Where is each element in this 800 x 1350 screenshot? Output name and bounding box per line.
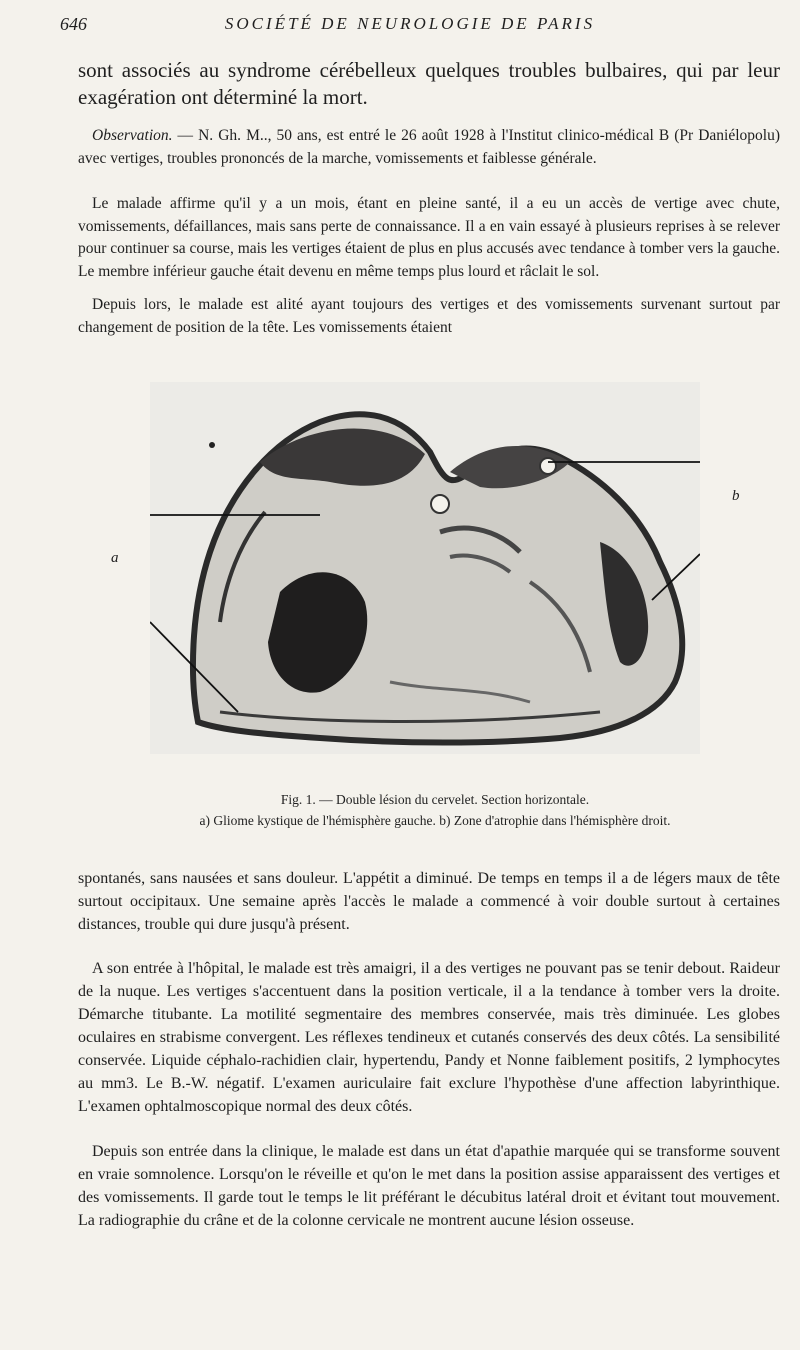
figure-label-a: a [111, 550, 119, 566]
observation-paragraph-1 [78, 125, 780, 170]
lead-paragraph: sont associés au syndrome cérébelleux quelques troubles bulbaires, qui par leur exagération ont déterminé la mort. [78, 58, 780, 109]
cerebellum-section-figure [150, 382, 700, 754]
running-title: SOCIÉTÉ DE NEUROLOGIE DE PARIS [224, 14, 596, 33]
cerebellum-section-image [150, 382, 700, 754]
observation-paragraph-2: Le malade affirme qu'il y a un mois, étant en pleine santé, il a eu un accès de vertige avec chute, vomissements, défaillances, mais sans perte de connaissance. Il a en vain essayé à plusieurs reprises à se relever pour continuer sa course, mais les vertiges étaient de plus en plus accusés avec tendance à tomber vers la gauche. Le membre inférieur gauche était devenu en même temps plus lourd et râclait le sol. [78, 195, 780, 280]
figure-label-b: b [732, 488, 740, 504]
observation-text: — N. Gh. M.., 50 ans, est entré le 26 août 1928 à l'Institut clinico-médical B (Pr Daniélopolu) avec vertiges, troubles prononcés de la marche, vomissements et faiblesse générale. [78, 127, 780, 167]
continuation-paragraph-3: Depuis son entrée dans la clinique, le malade est dans un état d'apathie marquée qui se transforme souvent en vraie somnolence. Lorsqu'on le réveille et qu'on le met dans la position assise apparaissent des vertiges et des vomissements. Il garde tout le temps le lit préférant le décubitus latéral droit et évitant tout mouvement. La radiographie du crâne et de la colonne cervicale ne montrent aucune lésion osseuse. [78, 1143, 780, 1229]
observation-paragraph-3: Depuis lors, le malade est alité ayant toujours des vertiges et des vomissements survenant surtout par changement de position de la tête. Les vomissements étaient [78, 296, 780, 336]
figure-caption-legend: a) Gliome kystique de l'hémisphère gauche. b) Zone d'atrophie dans l'hémisphère droit. [199, 813, 671, 828]
page-number: 646 [60, 14, 87, 34]
continuation-paragraph-2: A son entrée à l'hôpital, le malade est très amaigri, il a des vertiges ne pouvant pas se tenir debout. Raideur de la nuque. Les vertiges s'accentuent dans la position verticale, il a la tendance à tomber vers la droite. Démarche titubante. La motilité segmentaire des membres conservée, mais très diminuée. Les globes oculaires en strabisme convergent. Les réflexes tendineux et cutanés conservés des deux côtés. La sensibilité conservée. Liquide céphalo-rachidien clair, hypertendu, Pandy et Nonne faiblement positifs, 2 lymphocytes au mm3. Le B.-W. négatif. L'examen auriculaire fait exclure l'hypothèse d'une affection labyrinthique. L'examen ophtalmoscopique normal des deux côtés. [78, 960, 780, 1115]
continuation-paragraph-1: spontanés, sans nausées et sans douleur. L'appétit a diminué. De temps en temps il a de légers maux de tête surtout occipitaux. Une semaine après l'accès le malade a commencé à voir double surtout à certaines distances, trouble qui dure jusqu'à présent. [78, 870, 780, 933]
page-header [60, 14, 760, 40]
observation-label: Observation. [92, 127, 173, 144]
figure-caption-title: Fig. 1. — Double lésion du cervelet. Section horizontale. [280, 792, 590, 807]
